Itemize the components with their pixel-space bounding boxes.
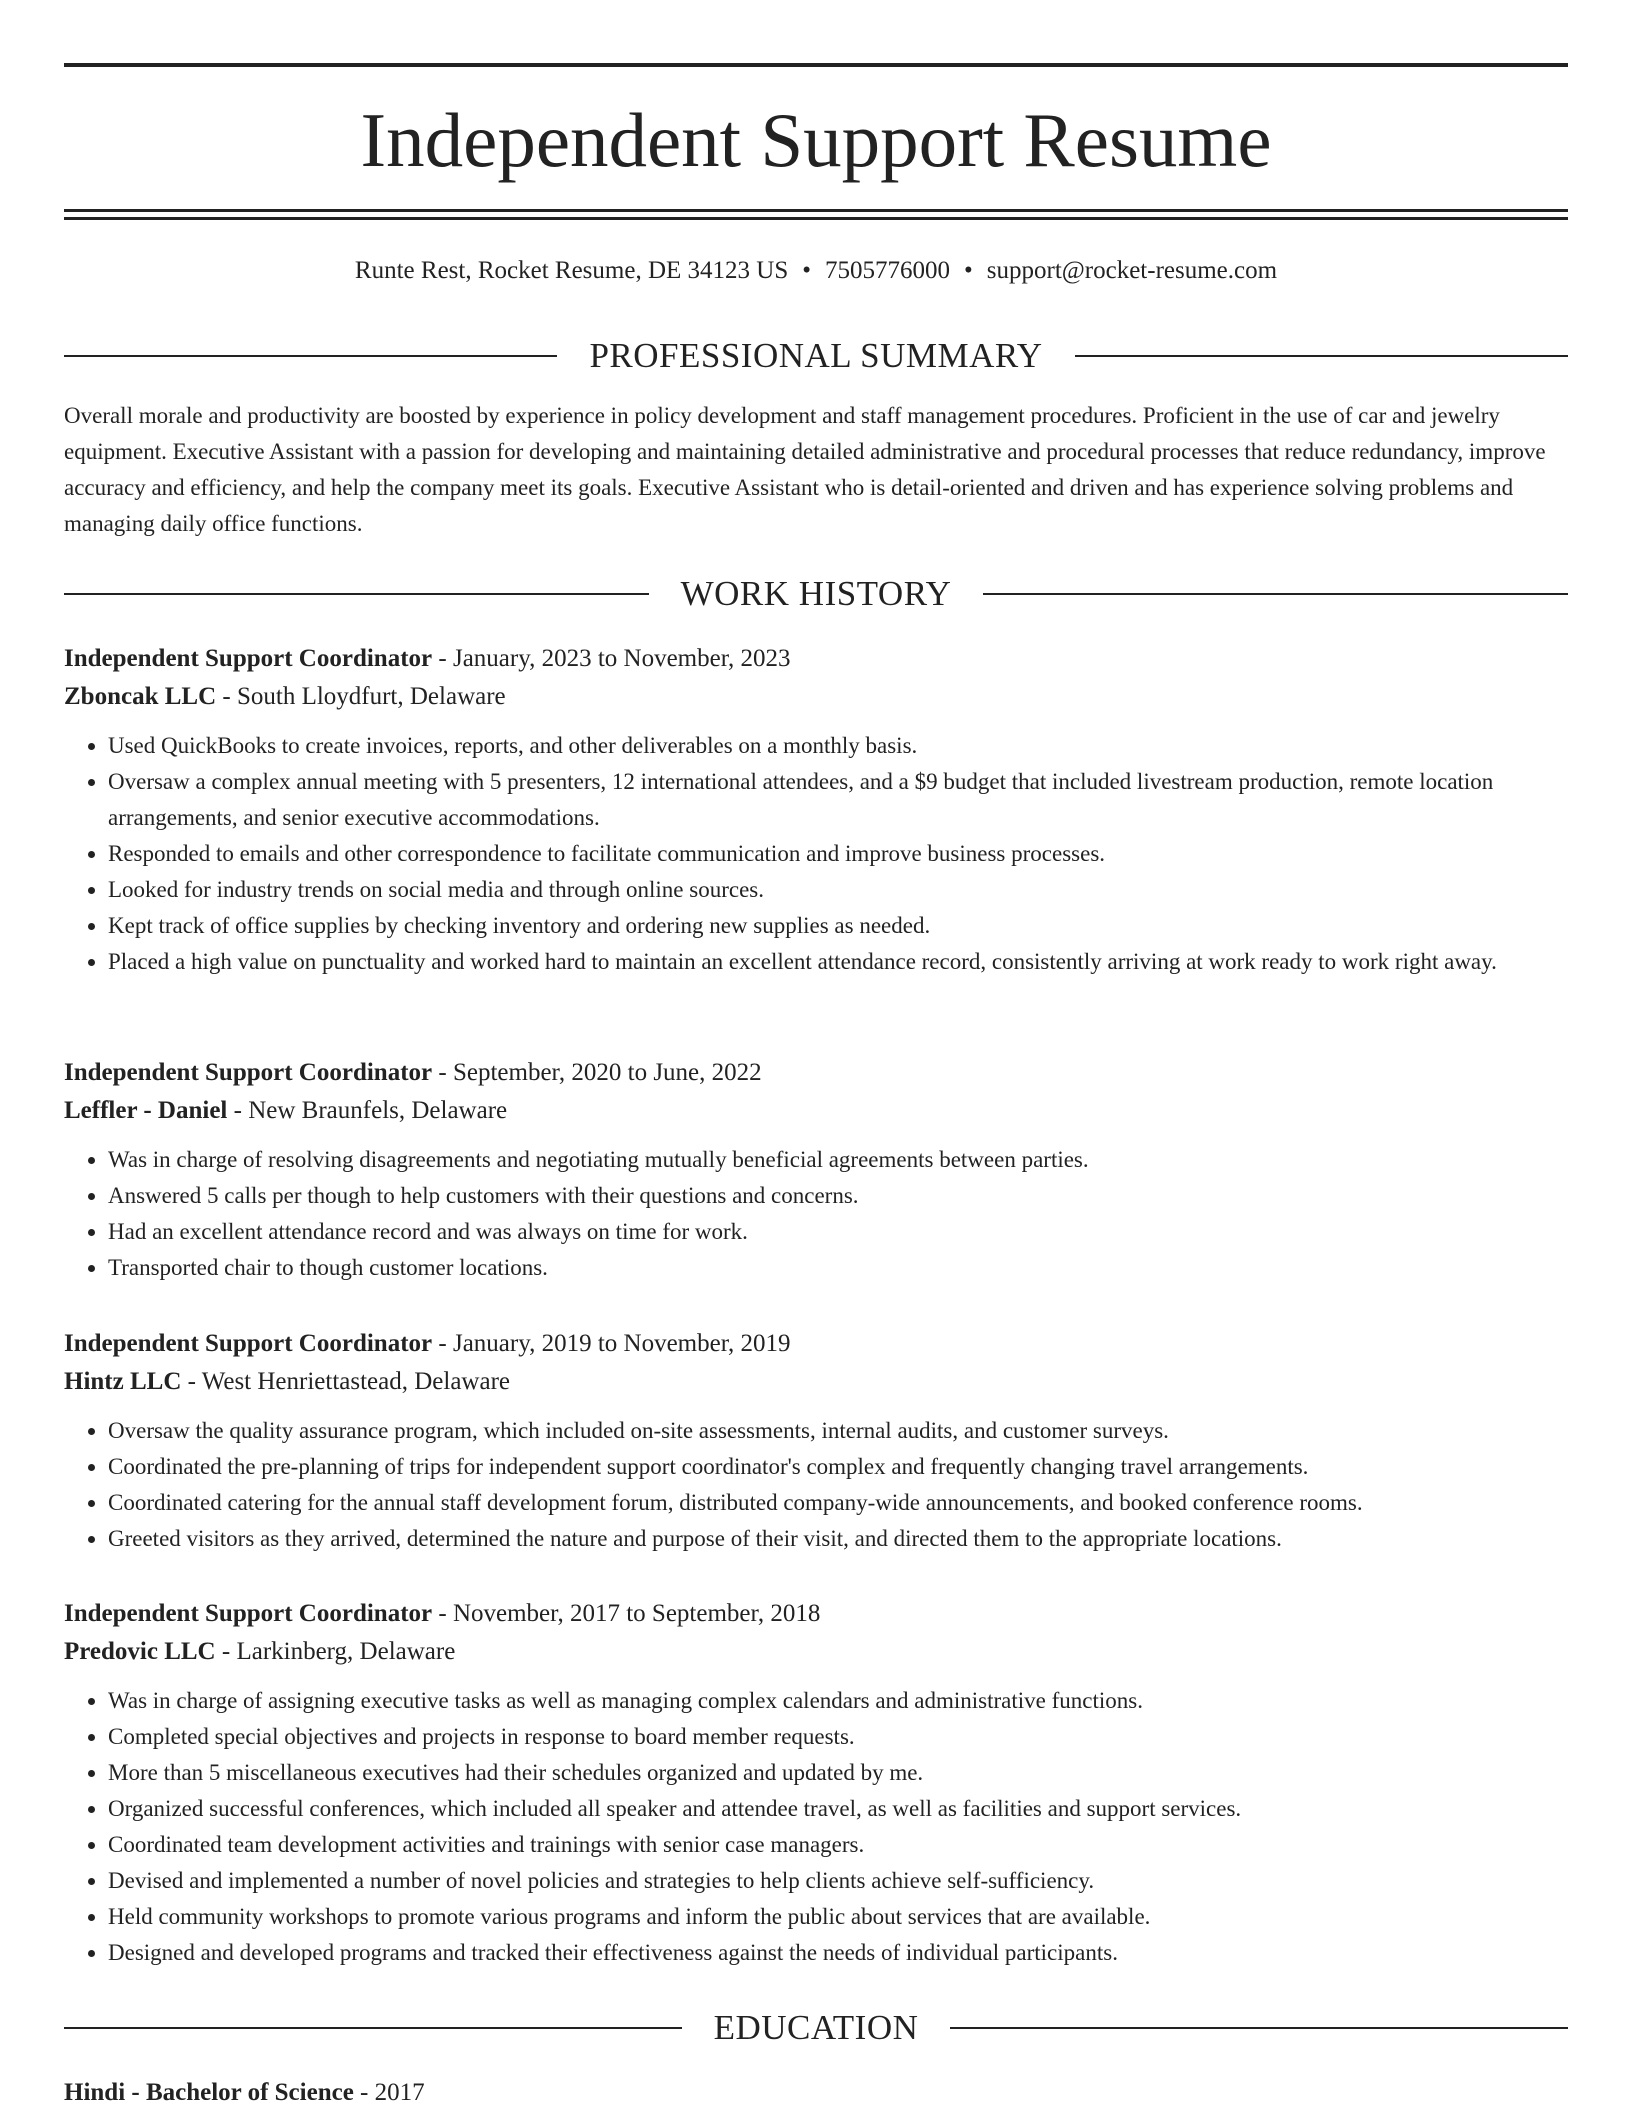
bullet-item: • Oversaw a complex annual meeting with 5 presenters, 12 international attendees, and a $9 budget that included livestream production, remote location arrangements, and senior executive accommodations.: [108, 764, 1568, 836]
job-title: Independent Support Coordinator: [64, 1600, 433, 1627]
contact-separator: •: [802, 257, 811, 284]
summary-text: Overall morale and productivity are boosted by experience in policy development and staff management procedures. Proficient in the use of car and jewelry equipment. Executive Assistant with a passion for developing and maintaining detailed administrative and procedural processes that reduce redundancy, improve accuracy and efficiency, and help the company meet its goals. Executive Assistant who is detail-oriented and driven and has experience solving problems and managing daily office functions.: [64, 403, 1546, 536]
job-dates: - September, 2020 to June, 2022: [432, 1059, 762, 1086]
section-header-summary: [64, 334, 1568, 378]
job-title-line: [64, 1054, 1568, 1092]
contact-email: support@rocket-resume.com: [986, 257, 1278, 284]
bullet-item: • Was in charge of resolving disagreements and negotiating mutually beneficial agreements between parties.: [108, 1142, 1568, 1178]
job-location: - New Braunfels, Delaware: [227, 1097, 508, 1124]
bullet-item: • Responded to emails and other correspondence to facilitate communication and improve business processes.: [108, 836, 1568, 872]
job-dates: - January, 2023 to November, 2023: [432, 645, 791, 672]
bullet-item: • Held community workshops to promote various programs and inform the public about services that are available.: [108, 1899, 1568, 1935]
section-title: EDUCATION: [713, 2008, 919, 2047]
section-rule-right: [950, 2027, 1568, 2029]
bullet-item: • Answered 5 calls per though to help customers with their questions and concerns.: [108, 1178, 1568, 1214]
bullet-item: • Coordinated the pre-planning of trips for independent support coordinator's complex and frequently changing travel arrangements.: [108, 1449, 1568, 1485]
title-divider-upper: [64, 209, 1568, 212]
job-company-line: [64, 1092, 1568, 1130]
education-degree: Hindi - Bachelor of Science: [64, 2079, 354, 2106]
job-bullets: [64, 1683, 1568, 1971]
job-location: - Larkinberg, Delaware: [215, 1638, 456, 1665]
education-entry: [64, 2074, 425, 2112]
bullet-item: • Designed and developed programs and tracked their effectiveness against the needs of individual participants.: [108, 1935, 1568, 1971]
education-year: - 2017: [353, 2079, 425, 2106]
bullet-item: • Had an excellent attendance record and was always on time for work.: [108, 1214, 1568, 1250]
bullet-item: • Placed a high value on punctuality and worked hard to maintain an excellent attendance record, consistently arriving at work ready to work right away.: [108, 944, 1568, 980]
job-company: Leffler - Daniel: [64, 1097, 228, 1124]
job-location: - West Henriettastead, Delaware: [181, 1368, 511, 1395]
job-company: Hintz LLC: [64, 1368, 182, 1395]
contact-address: Runte Rest, Rocket Resume, DE 34123 US: [354, 257, 789, 284]
job-bullets: [64, 1142, 1568, 1286]
bullet-item: • Was in charge of assigning executive tasks as well as managing complex calendars and administrative functions.: [108, 1683, 1568, 1719]
contact-separator: •: [964, 257, 973, 284]
contact-line: [64, 254, 1568, 288]
job-entry: [64, 1595, 1568, 1971]
contact-phone: 7505776000: [825, 257, 950, 284]
job-entry: [64, 1054, 1568, 1286]
job-dates: - November, 2017 to September, 2018: [432, 1600, 821, 1627]
job-title-line: [64, 1595, 1568, 1633]
job-title-line: [64, 1325, 1568, 1363]
section-rule-right: [1075, 355, 1568, 357]
job-dates: - January, 2019 to November, 2019: [432, 1330, 791, 1357]
bullet-item: • Devised and implemented a number of novel policies and strategies to help clients achieve self-sufficiency.: [108, 1863, 1568, 1899]
job-company: Zboncak LLC: [64, 683, 217, 710]
job-entry: [64, 1325, 1568, 1557]
section-header-education: [64, 2006, 1568, 2050]
bullet-item: • Kept track of office supplies by checking inventory and ordering new supplies as needed.: [108, 908, 1568, 944]
job-title: Independent Support Coordinator: [64, 1330, 433, 1357]
bullet-item: • Coordinated team development activities and trainings with senior case managers.: [108, 1827, 1568, 1863]
job-bullets: [64, 728, 1568, 980]
section-title: PROFESSIONAL SUMMARY: [589, 336, 1043, 375]
job-title-line: [64, 640, 1568, 678]
top-divider: [64, 63, 1568, 67]
job-company-line: [64, 1633, 1568, 1671]
bullet-item: • Organized successful conferences, which included all speaker and attendee travel, as well as facilities and support services.: [108, 1791, 1568, 1827]
bullet-item: • More than 5 miscellaneous executives had their schedules organized and updated by me.: [108, 1755, 1568, 1791]
section-rule-right: [983, 593, 1568, 595]
job-company-line: [64, 678, 1568, 716]
job-company-line: [64, 1363, 1568, 1401]
bullet-item: • Oversaw the quality assurance program, which included on-site assessments, internal audits, and customer surveys.: [108, 1413, 1568, 1449]
section-rule-left: [64, 355, 557, 357]
section-rule-left: [64, 593, 649, 595]
bullet-item: • Used QuickBooks to create invoices, reports, and other deliverables on a monthly basis.: [108, 728, 1568, 764]
bullet-item: • Looked for industry trends on social media and through online sources.: [108, 872, 1568, 908]
section-title: WORK HISTORY: [680, 574, 952, 613]
bullet-item: • Completed special objectives and projects in response to board member requests.: [108, 1719, 1568, 1755]
title-divider-lower: [64, 217, 1568, 220]
job-bullets: [64, 1413, 1568, 1557]
bullet-item: • Greeted visitors as they arrived, determined the nature and purpose of their visit, and directed them to the appropriate locations.: [108, 1521, 1568, 1557]
job-company: Predovic LLC: [64, 1638, 216, 1665]
bullet-item: • Transported chair to though customer locations.: [108, 1250, 1568, 1286]
job-title: Independent Support Coordinator: [64, 1059, 433, 1086]
job-entry: [64, 640, 1568, 980]
resume-title: Independent Support Resume: [360, 97, 1272, 183]
job-title: Independent Support Coordinator: [64, 645, 433, 672]
job-location: - South Lloydfurt, Delaware: [216, 683, 506, 710]
bullet-item: • Coordinated catering for the annual staff development forum, distributed company-wide announcements, and booked conference rooms.: [108, 1485, 1568, 1521]
section-header-work: [64, 572, 1568, 616]
section-rule-left: [64, 2027, 682, 2029]
